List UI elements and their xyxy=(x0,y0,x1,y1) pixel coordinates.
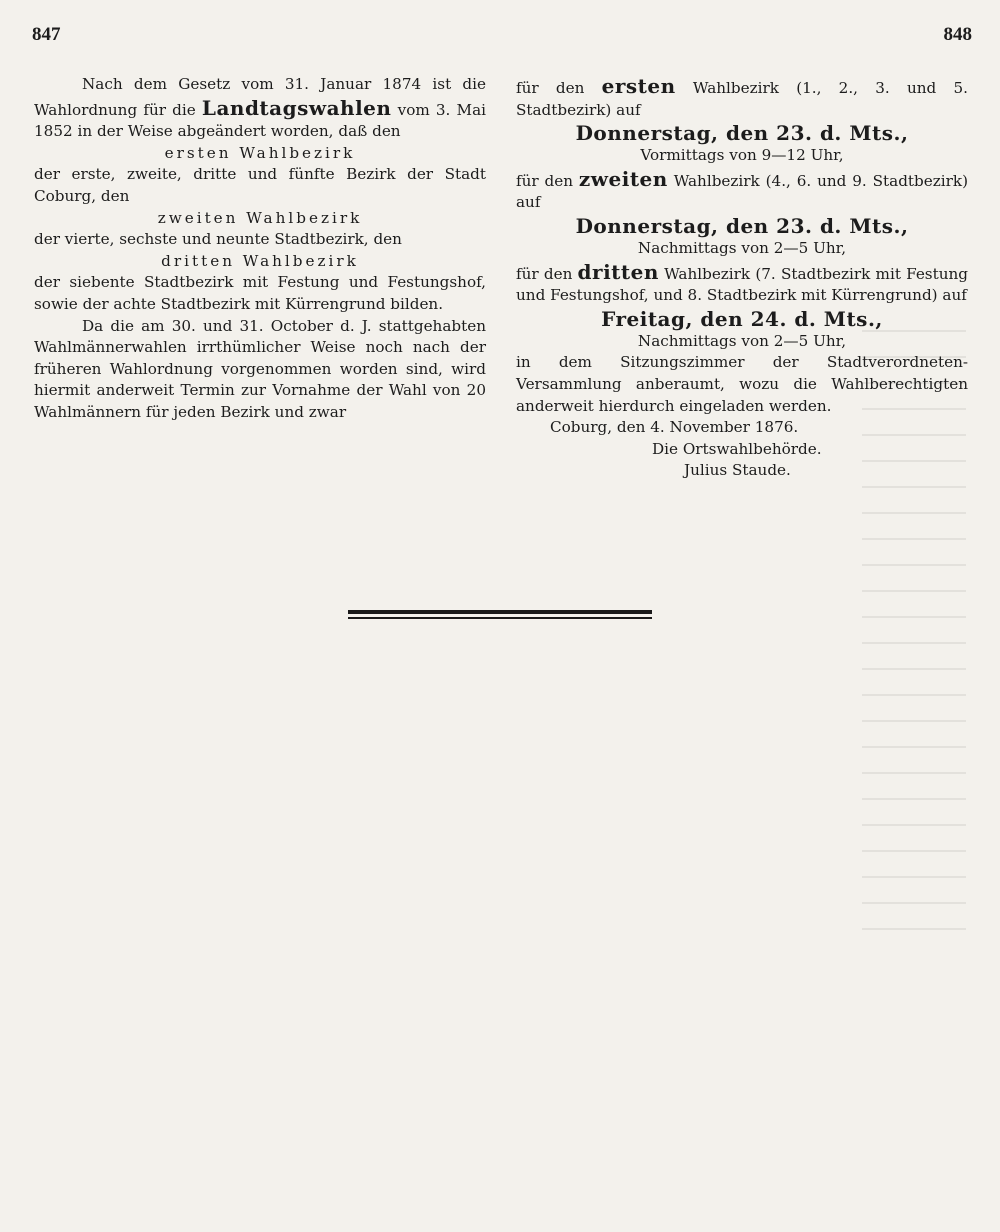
left-column xyxy=(34,74,486,424)
second-district-schedule: für den zweiten Wahlbezirk (4., 6. und 9. Stadtbezirk) auf xyxy=(516,166,968,212)
first-district-text: der erste, zweite, dritte und fünfte Bezirk der Stadt Coburg, den xyxy=(34,165,486,205)
heading-third-district: dritten Wahlbezirk xyxy=(161,251,359,270)
signature: Julius Staude. xyxy=(684,461,791,480)
rule-thick-line xyxy=(348,610,652,614)
rule-thin-line xyxy=(348,617,652,619)
double-rule-divider xyxy=(348,610,652,619)
first-district-schedule: für den ersten Wahlbezirk (1., 2., 3. und 5. Stadtbezirk) auf xyxy=(516,74,969,119)
third-district-text: der siebente Stadtbezirk mit Festung und Festungshof, sowie der achte Stadtbezirk mit Kürrengrund bilden. xyxy=(34,273,486,313)
page-number-left: 847 xyxy=(32,24,61,45)
landtagswahlen-emphasis: Landtagswahlen xyxy=(201,95,392,120)
closing-paragraph: in dem Sitzungszimmer der Stadtverordneten-Versammlung anberaumt, wozu die Wahlberechtigten anderweit hierdurch eingeladen werden. xyxy=(516,353,968,415)
heading-second-district: zweiten Wahlbezirk xyxy=(157,208,363,227)
page-number-right: 848 xyxy=(943,24,972,45)
date-line: Coburg, den 4. November 1876. xyxy=(550,418,799,437)
authority-name: Die Ortswahlbehörde. xyxy=(652,439,822,458)
third-time: Nachmittags von 2—5 Uhr, xyxy=(637,331,847,350)
second-time: Nachmittags von 2—5 Uhr, xyxy=(637,238,847,257)
first-time: Vormittags von 9—12 Uhr, xyxy=(640,146,844,165)
bleed-through-shadow xyxy=(862,330,992,1130)
election-paragraph: Da die am 30. und 31. October d. J. stattgehabten Wahlmännerwahlen irrthümlicher Weise noch nach der früheren Wahlordnung vorgenommen worden sind, wird hiermit anderweit Termin zur Vornahme der Wahl von 20 Wahlmännern für jeden Bezirk und zwar xyxy=(34,316,486,421)
third-date: Freitag, den 24. d. Mts., xyxy=(601,306,883,331)
second-date: Donnerstag, den 23. d. Mts., xyxy=(575,213,909,238)
third-district-schedule: für den dritten Wahlbezirk (7. Stadtbezirk mit Festung und Festungshof, und 8. Stadtbezirk mit Kürrengrund) auf xyxy=(516,259,968,305)
heading-first-district: ersten Wahlbezirk xyxy=(164,143,356,162)
second-district-text: der vierte, sechste und neunte Stadtbezirk, den xyxy=(34,230,402,249)
first-date: Donnerstag, den 23. d. Mts., xyxy=(575,121,909,146)
intro-paragraph: Nach dem Gesetz vom 31. Januar 1874 ist die Wahlordnung für die Landtagswahlen vom 3. Mai 1852 in der Weise abgeändert worden, daß den xyxy=(34,75,486,141)
